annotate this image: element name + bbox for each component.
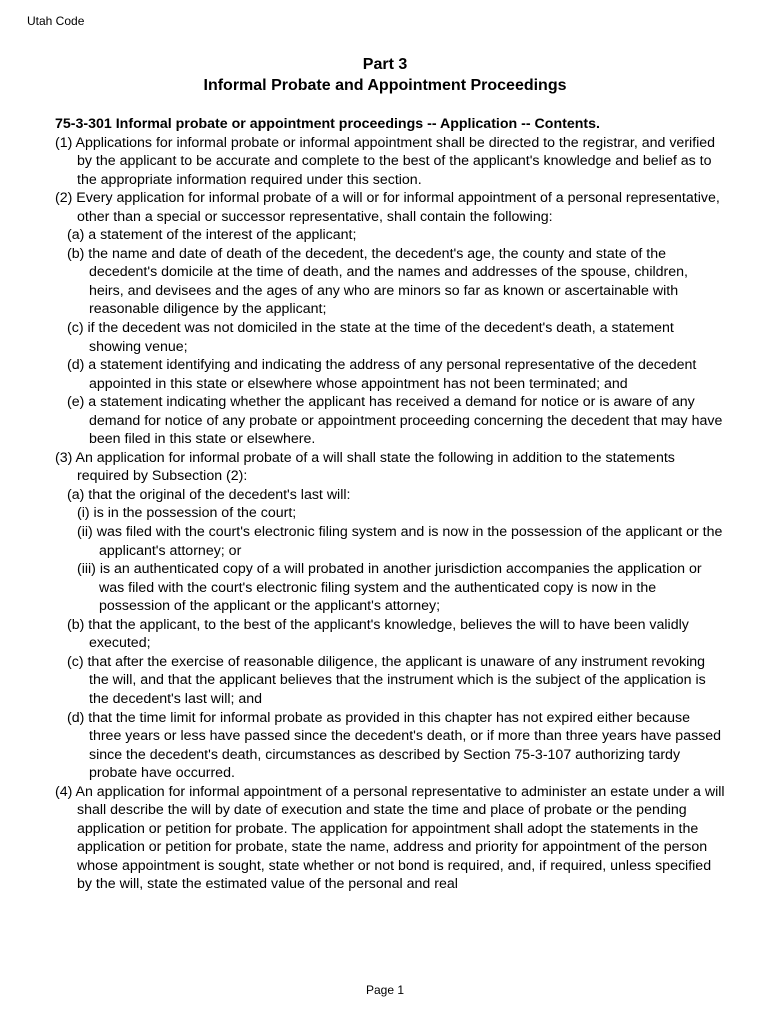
section-heading: 75-3-301 Informal probate or appointment proceedings -- Application -- Contents. xyxy=(55,116,600,132)
paragraph-level-2: (a) a statement of the interest of the applicant; xyxy=(67,227,357,244)
paragraph-level-2: (c) if the decedent was not domiciled in the state at the time of the decedent's death, a statement showing venue; xyxy=(67,320,674,355)
paragraph-level-2: (b) the name and date of death of the decedent, the decedent's age, the county and state of the decedent's domicile at the time of death, and the names and addresses of the spouse, children, heirs, and devisees and the ages of any who are minors so far as known or ascertainable with reasonable diligence by the applicant; xyxy=(67,245,688,318)
paragraph-level-1: (4) An application for informal appointment of a personal representative to administer an estate under a will shall describe the will by date of execution and state the time and place of probate or the pending application or petition for probate. The application for appointment shall adopt the statements in the application or petition for probate, state the name, address and priority for appointment of the person whose appointment is sought, state whether or not bond is required, and, if required, unless specified by the will, state the estimated value of the personal and real xyxy=(55,783,725,893)
part-number: Part 3 xyxy=(362,56,408,73)
paragraph-level-2: (d) that the time limit for informal probate as provided in this chapter has not expired either because three years or less have passed since the decedent's death, or if more than three years have passed since the decedent's death, circumstances as described by Section 75-3-107 authorizing tardy probate have occurred. xyxy=(67,709,722,782)
paragraph-level-1: (2) Every application for informal probate of a will or for informal appointment of a personal representative, other than a special or successor representative, shall contain the following: xyxy=(55,190,720,225)
paragraph-level-1: (1) Applications for informal probate or informal appointment shall be directed to the registrar, and verified by the applicant to be accurate and complete to the best of the applicant's knowledge and belief as to the appropriate information required under this section. xyxy=(55,134,716,188)
paragraph-level-3: (ii) was filed with the court's electronic filing system and is now in the possession of the applicant or the applicant's attorney; or xyxy=(77,524,723,559)
paragraph-level-2: (a) that the original of the decedent's last will: xyxy=(67,486,351,503)
paragraph-level-2: (d) a statement identifying and indicating the address of any personal representative of the decedent appointed in this state or elsewhere whose appointment has not been terminated; and xyxy=(67,357,697,392)
page-number: Page 1 xyxy=(365,983,405,997)
paragraph-level-3: (iii) is an authenticated copy of a will probated in another jurisdiction accompanies the application or was filed with the court's electronic filing system and the authenticated copy is now in the possession of the applicant or the applicant's attorney; xyxy=(77,561,702,615)
section-paragraphs xyxy=(55,134,725,894)
paragraph-level-3: (i) is in the possession of the court; xyxy=(77,505,297,522)
paragraph-level-2: (b) that the applicant, to the best of the applicant's knowledge, believes the will to have been validly executed; xyxy=(67,616,689,652)
part-title: Informal Probate and Appointment Proceedings xyxy=(203,77,567,94)
paragraph-level-1: (3) An application for informal probate of a will shall state the following in addition to the statements required by Subsection (2): xyxy=(55,449,675,485)
section-body xyxy=(55,115,725,894)
paragraph-level-2: (c) that after the exercise of reasonable diligence, the applicant is unaware of any instrument revoking the will, and that the applicant believes that the instrument which is the subject of the application is the decedent's last will; and xyxy=(67,653,706,707)
document-source-label: Utah Code xyxy=(27,14,85,28)
paragraph-level-2: (e) a statement indicating whether the applicant has received a demand for notice or is aware of any demand for notice of any probate or appointment proceeding concerning the decedent that may have been filed in this state or elsewhere. xyxy=(67,394,723,448)
